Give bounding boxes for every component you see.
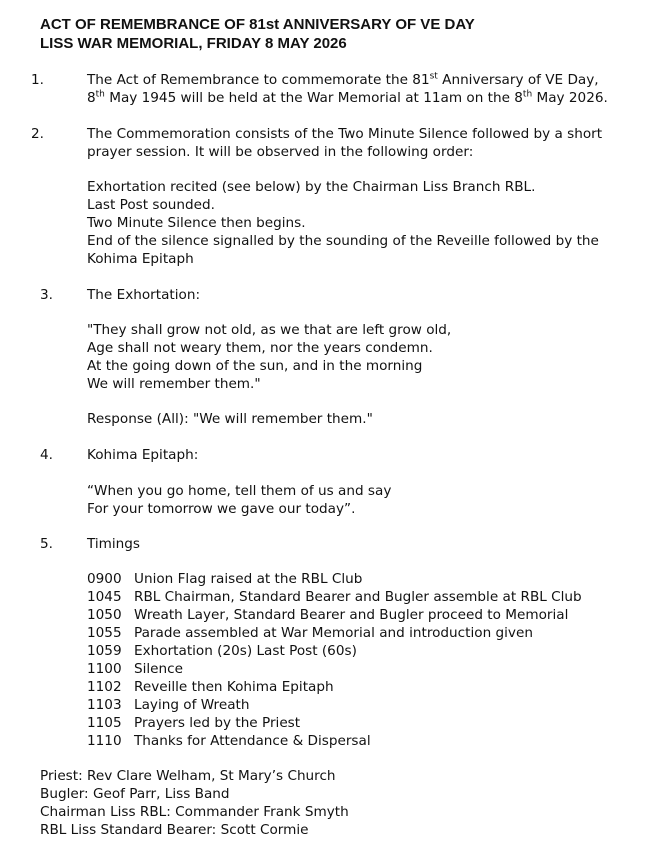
participant-line: Priest: Rev Clare Welham, St Mary’s Church	[40, 768, 336, 784]
timing-event: Union Flag raised at the RBL Club	[134, 571, 363, 587]
timing-event: Parade assembled at War Memorial and introduction given	[134, 625, 533, 641]
section-1-line-1: The Act of Remembrance to commemorate the 81st Anniversary of VE Day,	[87, 71, 599, 88]
section-2-number: 2.	[31, 126, 44, 142]
section-2-line: prayer session. It will be observed in the following order:	[87, 144, 474, 160]
timing-event: RBL Chairman, Standard Bearer and Bugler assemble at RBL Club	[134, 589, 582, 605]
exhortation-line: Age shall not weary them, nor the years condemn.	[87, 340, 433, 356]
timing-event: Reveille then Kohima Epitaph	[134, 679, 334, 695]
timing-time: 1105	[87, 715, 122, 731]
order-item: End of the silence signalled by the sounding of the Reveille followed by the	[87, 233, 599, 249]
timing-time: 1102	[87, 679, 122, 695]
timing-row	[87, 624, 533, 642]
timing-event: Prayers led by the Priest	[134, 715, 301, 731]
timing-row	[87, 732, 371, 750]
section-1-number: 1.	[31, 72, 44, 88]
timing-event: Silence	[134, 661, 183, 677]
order-item: Two Minute Silence then begins.	[87, 215, 306, 231]
timing-row	[87, 570, 362, 588]
timing-row	[87, 606, 568, 624]
order-item: Last Post sounded.	[87, 197, 215, 213]
timing-time: 1103	[87, 697, 122, 713]
section-3-heading: The Exhortation:	[87, 287, 201, 303]
section-4-heading: Kohima Epitaph:	[87, 447, 199, 463]
timing-row	[87, 660, 183, 678]
participant-line: Bugler: Geof Parr, Liss Band	[40, 786, 230, 802]
section-5-heading: Timings	[87, 536, 141, 552]
timing-time: 1059	[87, 643, 122, 659]
section-5-number: 5.	[40, 536, 53, 552]
title-line-2: LISS WAR MEMORIAL, FRIDAY 8 MAY 2026	[40, 35, 347, 52]
timing-time: 1050	[87, 607, 122, 623]
exhortation-line: "They shall grow not old, as we that are left grow old,	[87, 322, 452, 338]
timing-time: 1110	[87, 733, 122, 749]
epitaph-line: For your tomorrow we gave our today”.	[87, 501, 356, 517]
section-4-number: 4.	[40, 447, 53, 463]
epitaph-line: “When you go home, tell them of us and say	[87, 483, 392, 499]
exhortation-line: We will remember them."	[87, 376, 261, 392]
timing-time: 1100	[87, 661, 122, 677]
timing-row	[87, 714, 300, 732]
timing-event: Exhortation (20s) Last Post (60s)	[134, 643, 357, 659]
title-line-1: ACT OF REMEMBRANCE OF 81st ANNIVERSARY OF VE DAY	[40, 16, 475, 33]
exhortation-response: Response (All): "We will remember them."	[87, 411, 373, 427]
timing-event: Wreath Layer, Standard Bearer and Bugler proceed to Memorial	[134, 607, 569, 623]
timing-event: Laying of Wreath	[134, 697, 250, 713]
participant-line: Chairman Liss RBL: Commander Frank Smyth	[40, 804, 349, 820]
timing-row	[87, 588, 582, 606]
timing-row	[87, 696, 249, 714]
participant-line: RBL Liss Standard Bearer: Scott Cormie	[40, 822, 309, 838]
timing-time: 1045	[87, 589, 122, 605]
section-1-line-2: 8th May 1945 will be held at the War Memorial at 11am on the 8th May 2026.	[87, 89, 608, 106]
exhortation-line: At the going down of the sun, and in the morning	[87, 358, 423, 374]
timing-time: 0900	[87, 571, 122, 587]
timing-time: 1055	[87, 625, 122, 641]
section-2-line: The Commemoration consists of the Two Minute Silence followed by a short	[87, 126, 603, 142]
order-item: Exhortation recited (see below) by the Chairman Liss Branch RBL.	[87, 179, 536, 195]
timing-row	[87, 678, 334, 696]
timing-row	[87, 642, 357, 660]
order-item: Kohima Epitaph	[87, 251, 194, 267]
timing-event: Thanks for Attendance & Dispersal	[134, 733, 371, 749]
section-3-number: 3.	[40, 287, 53, 303]
